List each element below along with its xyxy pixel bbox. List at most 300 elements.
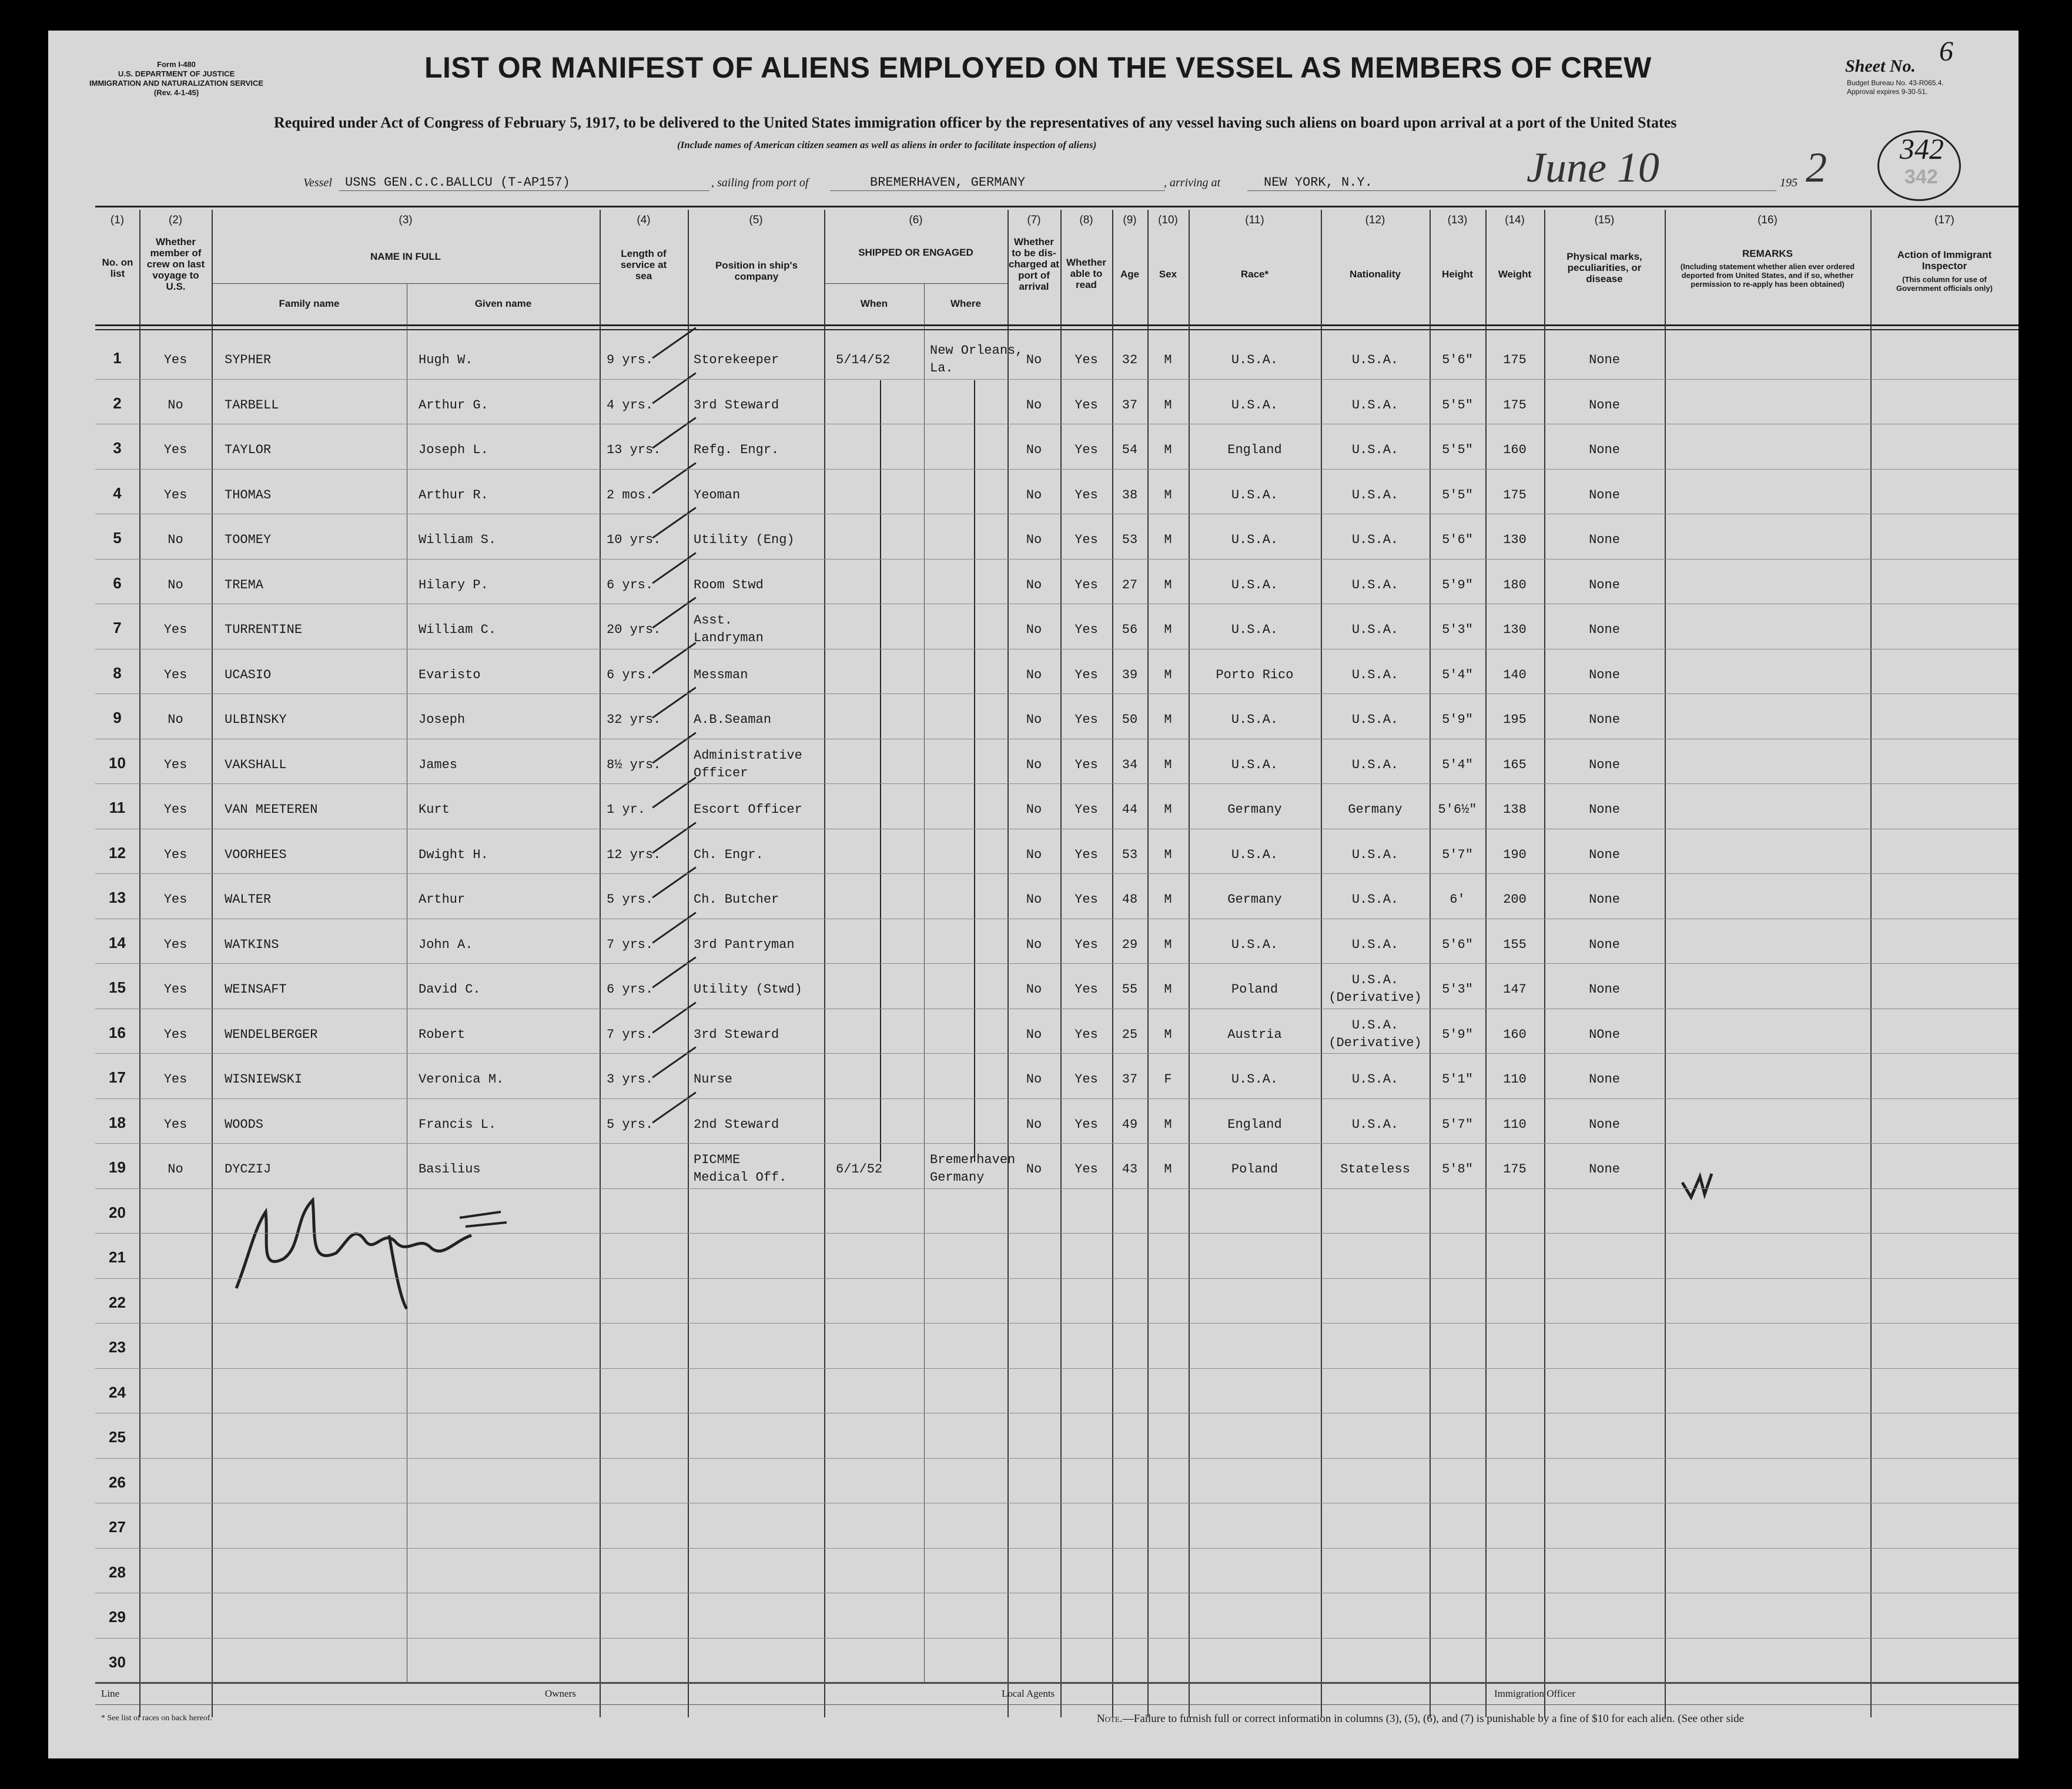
cell-read: Yes [1075, 847, 1098, 862]
year-prefix: 195 [1780, 176, 1797, 189]
cell-physical: None [1589, 443, 1620, 457]
cell-height: 5'3" [1442, 982, 1473, 997]
sailing-from: BREMERHAVEN, GERMANY [870, 175, 1026, 190]
sailing-underline [830, 190, 1165, 191]
cell-member: No [168, 712, 183, 727]
cell-age: 56 [1122, 622, 1138, 637]
cell-member: Yes [163, 667, 188, 682]
cell-read: Yes [1075, 353, 1098, 367]
cell-height: 5'9" [1442, 1027, 1473, 1042]
shipped-subheader-rule [824, 283, 1007, 284]
cell-physical: None [1589, 397, 1620, 413]
cell-member: Yes [163, 982, 188, 997]
header-where: Where [950, 298, 981, 309]
header-discharged: Whether to be dis-charged at port of arrival [1009, 236, 1059, 292]
cell-race: Porto Rico [1216, 667, 1294, 682]
cell-position: Messman [694, 667, 748, 682]
footer-line-label: Line [101, 1688, 120, 1699]
cell-discharged: No [1026, 397, 1042, 413]
cell-physical: None [1589, 577, 1620, 592]
cell-race: U.S.A. [1231, 577, 1278, 592]
cell-nationality: U.S.A. [1351, 937, 1399, 952]
cell-where2: Germany [930, 1170, 985, 1185]
cell-nationality: U.S.A. [1351, 622, 1399, 637]
cell-height: 5'6" [1442, 353, 1473, 367]
row-rule [95, 469, 2019, 470]
cell-read: Yes [1075, 1162, 1098, 1177]
footer-races-note: * See list of races on back hereof. [101, 1714, 212, 1723]
cell-height: 5'5" [1442, 487, 1473, 502]
cell-weight: 195 [1503, 712, 1527, 727]
cell-nationality: Stateless [1340, 1162, 1410, 1177]
cell-no: 23 [109, 1338, 126, 1356]
cell-age: 49 [1122, 1117, 1138, 1132]
cell-sex: M [1164, 1117, 1172, 1132]
arrival-date: June 10 [1527, 144, 1659, 191]
cell-member: Yes [163, 937, 188, 952]
cell-nationality: U.S.A. [1351, 1072, 1399, 1087]
cell-race: Germany [1227, 892, 1282, 907]
cell-family: WATKINS [225, 937, 279, 952]
cell-height: 5'7" [1442, 1117, 1473, 1132]
cell-no: 11 [109, 799, 126, 816]
cell-sex: M [1164, 802, 1172, 817]
cell-nationality: U.S.A. [1351, 667, 1399, 682]
page-title: LIST OR MANIFEST OF ALIENS EMPLOYED ON THE VESSEL AS MEMBERS OF CREW [424, 51, 1652, 84]
cell-discharged: No [1026, 487, 1042, 502]
cell-read: Yes [1075, 487, 1098, 502]
row-rule [95, 559, 2019, 560]
row-rule [95, 783, 2019, 784]
header-age: Age [1120, 269, 1140, 280]
cell-no: 8 [113, 664, 122, 682]
vessel-name: USNS GEN.C.C.BALLCU (T-AP157) [345, 175, 570, 190]
row-rule [95, 873, 2019, 874]
table-row [48, 336, 1971, 381]
cell-weight: 200 [1503, 892, 1527, 907]
cell-read: Yes [1075, 1027, 1098, 1042]
revision: (Rev. 4-1-45) [153, 88, 199, 97]
cell-given: Arthur [419, 892, 466, 907]
table-row [48, 1415, 1971, 1460]
cell-discharged: No [1026, 1117, 1042, 1132]
cell-weight: 175 [1503, 353, 1527, 367]
header-no-on-list: No. on list [102, 257, 133, 279]
cell-position2: Officer [694, 765, 748, 780]
row-rule [95, 1188, 2019, 1189]
table-row [48, 1595, 1971, 1640]
cell-family: UCASIO [225, 667, 272, 682]
cell-read: Yes [1075, 712, 1098, 727]
cell-read: Yes [1075, 1072, 1098, 1087]
cell-when: 5/14/52 [836, 353, 891, 367]
header-nationality: Nationality [1350, 269, 1401, 280]
row-rule [95, 1098, 2019, 1099]
cell-member: Yes [163, 443, 188, 457]
cell-position: Administrative [694, 748, 802, 763]
table-row [48, 1550, 1971, 1595]
cell-service: 4 yrs. [607, 397, 654, 413]
table-row [48, 1505, 1971, 1550]
cell-family: WENDELBERGER [225, 1027, 318, 1042]
header-whether-member: Whether member of crew on last voyage to U.S. [146, 236, 205, 292]
year-hand: 2 [1806, 144, 1827, 191]
cell-physical: None [1589, 1117, 1620, 1132]
cell-weight: 138 [1503, 802, 1527, 817]
cell-member: Yes [163, 1027, 188, 1042]
cell-read: Yes [1075, 532, 1098, 547]
cell-physical: None [1589, 622, 1620, 637]
header-family-name: Family name [279, 298, 340, 309]
cell-height: 5'6" [1442, 937, 1473, 952]
cell-sex: M [1164, 397, 1172, 413]
cell-weight: 165 [1503, 757, 1527, 772]
cell-race: Germany [1227, 802, 1282, 817]
stamp-number-faint: 342 [1904, 166, 1938, 188]
required-text: Required under Act of Congress of February 5, 1917, to be delivered to the United States immigration officer by the representatives of any vessel having such aliens on board upon arrival at a port of the United States [274, 114, 1677, 131]
cell-race: U.S.A. [1231, 757, 1278, 772]
cell-no: 19 [109, 1158, 126, 1176]
header-physical: Physical marks, peculiarities, or disease [1566, 251, 1642, 284]
cell-position: Utility (Eng) [694, 532, 795, 547]
cell-position: 3rd Pantryman [694, 937, 795, 952]
header-num: (5) [749, 214, 763, 226]
form-number: Form I-480 [157, 60, 196, 69]
service: IMMIGRATION AND NATURALIZATION SERVICE [89, 79, 264, 88]
cell-weight: 130 [1503, 532, 1527, 547]
cell-no: 27 [109, 1518, 126, 1536]
cell-no: 6 [113, 574, 122, 592]
cell-physical: NOne [1589, 1027, 1620, 1042]
cell-service: 20 yrs. [607, 622, 661, 637]
cell-member: No [168, 397, 183, 413]
cell-discharged: No [1026, 1027, 1042, 1042]
table-row [48, 1011, 1971, 1056]
cell-given: William S. [419, 532, 497, 547]
header-num: (7) [1027, 214, 1041, 226]
table-row [48, 741, 1971, 786]
cell-weight: 130 [1503, 622, 1527, 637]
footer-officer-label: Immigration Officer [1494, 1688, 1576, 1699]
cell-service: 7 yrs. [607, 937, 654, 952]
header-length-service: Length of service at sea [620, 248, 667, 282]
cell-family: TARBELL [225, 397, 279, 413]
cell-discharged: No [1026, 712, 1042, 727]
cell-no: 14 [109, 933, 126, 952]
cell-given: William C. [419, 622, 497, 637]
cell-given: Robert [419, 1027, 466, 1042]
cell-discharged: No [1026, 982, 1042, 997]
cell-race: U.S.A. [1231, 532, 1278, 547]
note-text: —Failure to furnish full or correct information in columns (3), (5), (6), and (7) is punishable by a fine of $10 for each alien. (See other side [1122, 1713, 1745, 1725]
footer-agents-label: Local Agents [1002, 1688, 1055, 1699]
cell-position: Asst. [694, 613, 733, 628]
header-num: (4) [637, 214, 651, 226]
cell-age: 55 [1122, 982, 1138, 997]
header-num: (10) [1158, 214, 1178, 226]
header-num: (16) [1758, 214, 1778, 226]
cell-race: U.S.A. [1231, 847, 1278, 862]
cell-race: England [1227, 1117, 1282, 1132]
cell-read: Yes [1075, 802, 1098, 817]
cell-given: Arthur G. [419, 397, 488, 413]
cell-service: 5 yrs. [607, 1117, 654, 1132]
header-shipped: SHIPPED OR ENGAGED [858, 247, 973, 258]
cell-no: 4 [113, 484, 122, 502]
cell-age: 34 [1122, 757, 1138, 772]
row-rule [95, 379, 2019, 380]
header-num: (15) [1594, 214, 1615, 226]
ditto-line [974, 380, 975, 1162]
cell-family: SYPHER [225, 353, 272, 367]
cell-member: Yes [163, 487, 188, 502]
cell-height: 6' [1450, 892, 1465, 907]
cell-height: 5'5" [1442, 443, 1473, 457]
row-rule [95, 1368, 2019, 1369]
cell-member: No [168, 1162, 183, 1177]
cell-height: 5'9" [1442, 712, 1473, 727]
cell-weight: 140 [1503, 667, 1527, 682]
manifest-sheet [48, 31, 2019, 1758]
cell-weight: 155 [1503, 937, 1527, 952]
cell-physical: None [1589, 892, 1620, 907]
cell-nationality: U.S.A. [1351, 892, 1399, 907]
cell-sex: M [1164, 892, 1172, 907]
cell-race: U.S.A. [1231, 712, 1278, 727]
approval-line: Approval expires 9-30-51. [1847, 88, 1928, 96]
cell-race: Austria [1227, 1027, 1282, 1042]
cell-physical: None [1589, 982, 1620, 997]
cell-position: Refg. Engr. [694, 443, 779, 457]
cell-nationality: U.S.A. [1351, 532, 1399, 547]
row-rule [95, 1458, 2019, 1459]
cell-no: 22 [109, 1293, 126, 1311]
cell-no: 15 [109, 979, 126, 996]
cell-where: New Orleans, [930, 343, 1023, 358]
cell-discharged: No [1026, 443, 1042, 457]
cell-read: Yes [1075, 757, 1098, 772]
cell-given: Joseph L. [419, 443, 488, 457]
cell-weight: 180 [1503, 577, 1527, 592]
cell-given: Arthur R. [419, 487, 488, 502]
cell-sex: M [1164, 757, 1172, 772]
include-text: (Include names of American citizen seamen as well as aliens in order to facilitate inspection of aliens) [677, 139, 1097, 150]
cell-service: 3 yrs. [607, 1072, 654, 1087]
cell-no: 10 [109, 753, 126, 772]
cell-height: 5'6½" [1438, 802, 1477, 817]
cell-age: 38 [1122, 487, 1138, 502]
stamp-number: 342 [1900, 132, 1944, 165]
cell-service: 1 yr. [607, 802, 646, 817]
table-row [48, 921, 1971, 966]
cell-read: Yes [1075, 937, 1098, 952]
row-rule [95, 1548, 2019, 1549]
cell-service: 32 yrs. [607, 712, 661, 727]
cell-when: 6/1/52 [836, 1162, 883, 1177]
cell-position2: Landryman [694, 631, 764, 645]
cell-race: Poland [1231, 1162, 1278, 1177]
cell-read: Yes [1075, 667, 1098, 682]
cell-no: 3 [113, 439, 122, 457]
cell-height: 5'5" [1442, 397, 1473, 413]
cell-given: Hilary P. [419, 577, 488, 592]
cell-service: 6 yrs. [607, 667, 654, 682]
cell-service: 2 mos. [607, 487, 654, 502]
cell-service: 13 yrs. [607, 443, 661, 457]
cell-given: Dwight H. [419, 847, 488, 862]
cell-member: Yes [163, 892, 188, 907]
cell-nationality: U.S.A. [1351, 353, 1399, 367]
cell-no: 1 [113, 349, 122, 367]
cell-sex: M [1164, 353, 1172, 367]
cell-member: Yes [163, 802, 188, 817]
cell-height: 5'4" [1442, 757, 1473, 772]
header-bottom-rule-2 [95, 329, 2019, 330]
cell-position: Escort Officer [694, 802, 802, 817]
cell-service: 5 yrs. [607, 892, 654, 907]
table-row [48, 606, 1971, 651]
cell-no: 29 [109, 1608, 126, 1626]
cell-discharged: No [1026, 1072, 1042, 1087]
table-row [48, 1101, 1971, 1145]
row-rule [95, 1323, 2019, 1324]
table-row [48, 786, 1971, 830]
cell-family: WISNIEWSKI [225, 1072, 303, 1087]
table-row [48, 876, 1971, 920]
cell-sex: M [1164, 487, 1172, 502]
cell-position: PICMME [694, 1153, 741, 1167]
arriving-label: , arriving at [1164, 176, 1221, 189]
cell-given: Kurt [419, 802, 450, 817]
header-action: Action of Immigrant Inspector [1897, 249, 1992, 272]
cell-sex: M [1164, 622, 1172, 637]
cell-sex: M [1164, 577, 1172, 592]
cell-no: 24 [109, 1383, 126, 1401]
budget-line: Budget Bureau No. 43-R065.4. [1847, 79, 1944, 87]
cell-service: 12 yrs. [607, 847, 661, 862]
cell-physical: None [1589, 1162, 1620, 1177]
cell-weight: 160 [1503, 443, 1527, 457]
cell-position: Yeoman [694, 487, 741, 502]
cell-height: 5'3" [1442, 622, 1473, 637]
cell-given: James [419, 757, 458, 772]
cell-service: 7 yrs. [607, 1027, 654, 1042]
cell-position2: Medical Off. [694, 1170, 787, 1185]
cell-given: Joseph [419, 712, 466, 727]
header-num: (14) [1505, 214, 1525, 226]
cell-race: U.S.A. [1231, 397, 1278, 413]
cell-read: Yes [1075, 443, 1098, 457]
arriving-underline [1247, 190, 1776, 191]
cell-position: 3rd Steward [694, 1027, 779, 1042]
cell-position: Nurse [694, 1072, 733, 1087]
cell-discharged: No [1026, 757, 1042, 772]
inspector-tick [652, 327, 696, 359]
cell-age: 29 [1122, 937, 1138, 952]
table-row [48, 471, 1971, 516]
form-block [89, 60, 263, 98]
cell-no: 9 [113, 709, 122, 726]
cell-family: TREMA [225, 577, 264, 592]
cell-sex: M [1164, 982, 1172, 997]
table-top-rule [95, 206, 2019, 207]
cell-family: ULBINSKY [225, 712, 287, 727]
cell-no: 5 [113, 529, 122, 547]
cell-sex: M [1164, 532, 1172, 547]
footer-signature-rule [95, 1704, 2019, 1705]
table-row [48, 561, 1971, 606]
header-able-read: Whether able to read [1066, 257, 1106, 290]
cell-position: 3rd Steward [694, 397, 779, 413]
cell-height: 5'7" [1442, 847, 1473, 862]
table-row [48, 381, 1971, 426]
sheet-number: 6 [1939, 36, 1953, 67]
cell-physical: None [1589, 757, 1620, 772]
cell-nationality: U.S.A. [1351, 397, 1399, 413]
sailing-label: , sailing from port of [711, 176, 809, 189]
cell-race: England [1227, 443, 1282, 457]
cell-member: Yes [163, 757, 188, 772]
cell-member: Yes [163, 622, 188, 637]
cell-physical: None [1589, 712, 1620, 727]
cell-position: Storekeeper [694, 353, 779, 367]
cell-member: Yes [163, 353, 188, 367]
cell-height: 5'8" [1442, 1162, 1473, 1177]
name-subheader-rule [212, 283, 600, 284]
cell-sex: M [1164, 443, 1172, 457]
cell-given: Veronica M. [419, 1072, 504, 1087]
cell-height: 5'1" [1442, 1072, 1473, 1087]
row-rule [95, 1278, 2019, 1279]
header-bottom-rule [95, 324, 2019, 326]
cell-no: 2 [113, 394, 122, 412]
cell-given: David C. [419, 982, 481, 997]
cell-physical: None [1589, 532, 1620, 547]
cell-physical: None [1589, 802, 1620, 817]
cell-given: Evaristo [419, 667, 481, 682]
cell-nationality: U.S.A. [1351, 712, 1399, 727]
header-position: Position in ship's company [715, 260, 798, 282]
cell-discharged: No [1026, 667, 1042, 682]
cell-no: 20 [109, 1203, 126, 1221]
header-num: (11) [1245, 214, 1264, 226]
cell-physical: None [1589, 353, 1620, 367]
cell-read: Yes [1075, 982, 1098, 997]
cell-member: Yes [163, 1072, 188, 1087]
cell-position: Room Stwd [694, 577, 764, 592]
cell-race: Poland [1231, 982, 1278, 997]
row-rule [95, 1233, 2019, 1234]
cell-no: 17 [109, 1068, 126, 1086]
header-num: (2) [168, 214, 183, 226]
cell-height: 5'4" [1442, 667, 1473, 682]
cell-age: 48 [1122, 892, 1138, 907]
cell-discharged: No [1026, 532, 1042, 547]
cell-read: Yes [1075, 622, 1098, 637]
cell-position: A.B.Seaman [694, 712, 772, 727]
cell-read: Yes [1075, 892, 1098, 907]
row-rule [95, 963, 2019, 964]
cell-service: 6 yrs. [607, 577, 654, 592]
cell-discharged: No [1026, 1162, 1042, 1177]
cell-discharged: No [1026, 892, 1042, 907]
cell-given: John A. [419, 937, 473, 952]
cell-family: VAN MEETEREN [225, 802, 318, 817]
cell-age: 54 [1122, 443, 1138, 457]
cell-weight: 160 [1503, 1027, 1527, 1042]
cell-family: TOOMEY [225, 532, 272, 547]
cell-no: 28 [109, 1563, 126, 1581]
